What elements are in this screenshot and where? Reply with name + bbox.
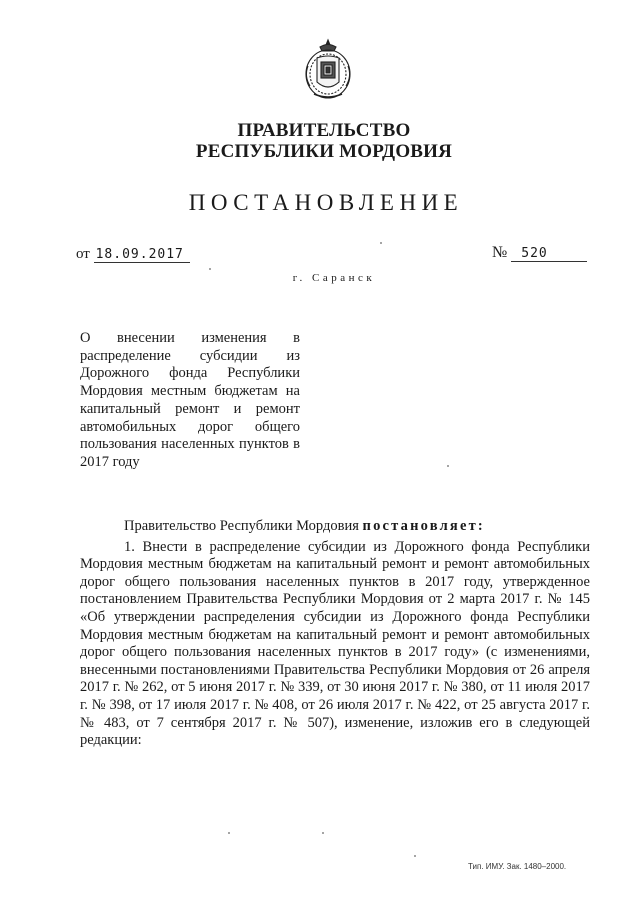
scan-speck — [228, 832, 230, 834]
coat-of-arms-emblem — [300, 36, 356, 102]
intro-text: Правительство Республики Мордовия — [124, 518, 359, 534]
scan-speck — [380, 242, 382, 244]
scan-speck — [322, 832, 324, 834]
document-subject: О внесении изменения в распределение субсидии из Дорожного фонда Республики Мордовия местным бюджетам на капитальный ремонт и ремонт автомобильных дорог общего пользования населенных пунктов в 2017 году — [80, 330, 300, 470]
date-prefix: от — [76, 246, 90, 262]
scan-speck — [414, 855, 416, 857]
date-value: 18.09.2017 — [94, 247, 190, 263]
document-number — [492, 244, 587, 262]
organization-name-line2: РЕСПУБЛИКИ МОРДОВИЯ — [195, 141, 453, 162]
number-prefix: № — [492, 244, 508, 261]
item-1-paragraph: 1. Внести в распределение субсидии из Дорожного фонда Республики Мордовия местным бюджетам на капитальный ремонт и ремонт автомобильных дорог общего пользования населенных пунктов в 2017 году, утвержденное постановлением Правительства Республики Мордовия от 2 марта 2017 г. № 145 «Об утверждении распределения субсидии из Дорожного фонда Республики Мордовия местным бюджетам на капитальный ремонт и ремонт автомобильных дорог общего пользования населенных пунктов в 2017 году» (с изменениями, внесенными постановлениями Правительства Республики Мордовия от 26 апреля 2017 г. № 262, от 5 июня 2017 г. № 339, от 30 июня 2017 г. № 380, от 11 июля 2017 г. № 398, от 17 июля 2017 г. № 408, от 26 июля 2017 г. № 422, от 25 августа 2017 г. № 483, от 7 сентября 2017 г. № 507), изменение, изложив его в следующей редакции: — [80, 538, 590, 749]
print-house-note: Тип. ИМУ. Зак. 1480–2000. — [468, 862, 567, 871]
organization-name-line1: ПРАВИТЕЛЬСТВО — [237, 120, 411, 141]
document-date — [76, 246, 190, 263]
scan-speck — [447, 465, 449, 467]
document-city: г. Саранск — [292, 272, 376, 284]
scan-speck — [209, 268, 211, 270]
document-type-title: ПОСТАНОВЛЕНИЕ — [188, 190, 464, 215]
number-value: 520 — [511, 246, 587, 262]
document-body — [80, 518, 590, 750]
intro-action: постановляет: — [362, 518, 485, 534]
intro-paragraph — [80, 518, 590, 536]
